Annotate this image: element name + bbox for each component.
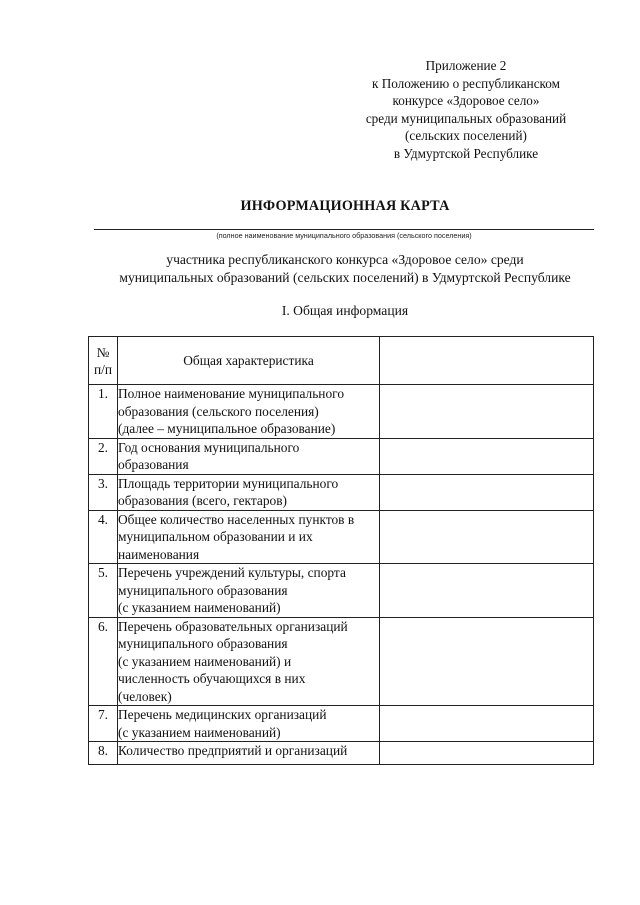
table-row [89, 385, 594, 439]
row-number: 7. [89, 706, 118, 742]
number-sign: № [96, 344, 110, 360]
characteristic-line: Полное наименование муниципального [118, 386, 345, 401]
municipality-name-caption: (полное наименование муниципального образования (сельского поселения) [216, 231, 472, 240]
municipality-name-fill-line[interactable] [94, 229, 594, 230]
characteristic-line: образования [118, 457, 189, 472]
row-number: 5. [89, 564, 118, 618]
row-value-cell[interactable] [380, 742, 594, 765]
characteristic-line: (с указанием наименований) [118, 600, 281, 615]
participant-line: муниципальных образований (сельских поселений) в Удмуртской Республике [119, 270, 571, 285]
appendix-line: среди муниципальных образований [365, 110, 567, 126]
appendix-line: конкурсе «Здоровое село» [392, 93, 540, 109]
table-row [89, 438, 594, 474]
characteristic-line: (с указанием наименований) и [118, 653, 292, 669]
row-value-cell[interactable] [380, 385, 594, 439]
row-characteristic [118, 438, 380, 474]
appendix-line: Приложение 2 [425, 58, 507, 73]
table-header-row [89, 337, 594, 385]
characteristic-line: Количество предприятий и организаций [118, 743, 348, 758]
characteristic-line: Перечень медицинских организаций [118, 707, 327, 722]
row-number: 3. [89, 474, 118, 510]
number-column-header [89, 337, 118, 385]
row-number: 8. [89, 742, 118, 765]
table-row [89, 706, 594, 742]
row-characteristic [118, 510, 380, 564]
row-value-cell[interactable] [380, 564, 594, 618]
characteristic-line: (человек) [118, 688, 172, 704]
characteristic-line: наименования [118, 546, 200, 562]
table-row [89, 742, 594, 765]
table-row [89, 564, 594, 618]
characteristic-line: (с указанием наименований) [118, 724, 281, 740]
characteristic-line: муниципальном образовании и их [118, 529, 313, 544]
document-title: ИНФОРМАЦИОННАЯ КАРТА [240, 198, 450, 214]
appendix-line: в Удмуртской Республике [393, 145, 539, 161]
row-number: 4. [89, 510, 118, 564]
row-value-cell[interactable] [380, 706, 594, 742]
row-number: 1. [89, 385, 118, 439]
row-characteristic [118, 706, 380, 742]
characteristic-line: Год основания муниципального [118, 439, 300, 455]
characteristic-line: численность обучающихся в них [118, 671, 306, 686]
row-value-cell[interactable] [380, 617, 594, 706]
number-abbr: п/п [93, 361, 113, 377]
characteristic-line: Общее количество населенных пунктов в [118, 511, 355, 527]
row-characteristic [118, 742, 380, 765]
row-characteristic [118, 617, 380, 706]
characteristic-line: муниципального образования [118, 636, 288, 651]
characteristic-line: Перечень образовательных организаций [118, 618, 348, 634]
characteristic-line: образования (всего, гектаров) [118, 493, 288, 508]
characteristic-column-header: Общая характеристика [118, 337, 380, 385]
participant-description [70, 251, 620, 287]
appendix-line: (сельских поселений) [405, 128, 527, 144]
appendix-line: к Положению о республиканском [372, 75, 560, 91]
characteristic-line: (далее – муниципальное образование) [118, 421, 336, 436]
characteristic-line: образования (сельского поселения) [118, 403, 319, 419]
value-column-header [380, 337, 594, 385]
row-characteristic [118, 564, 380, 618]
row-number: 2. [89, 438, 118, 474]
participant-line: участника республиканского конкурса «Здоровое село» среди [166, 252, 524, 267]
appendix-header [340, 57, 592, 163]
row-characteristic [118, 474, 380, 510]
general-info-table [88, 336, 594, 765]
table-row [89, 474, 594, 510]
row-characteristic [118, 385, 380, 439]
table-row [89, 617, 594, 706]
table-row [89, 510, 594, 564]
row-value-cell[interactable] [380, 510, 594, 564]
row-number: 6. [89, 617, 118, 706]
characteristic-line: Площадь территории муниципального [118, 475, 339, 491]
section-title: I. Общая информация [281, 303, 409, 318]
characteristic-line: муниципального образования [118, 582, 288, 598]
characteristic-line: Перечень учреждений культуры, спорта [118, 565, 346, 580]
row-value-cell[interactable] [380, 438, 594, 474]
row-value-cell[interactable] [380, 474, 594, 510]
